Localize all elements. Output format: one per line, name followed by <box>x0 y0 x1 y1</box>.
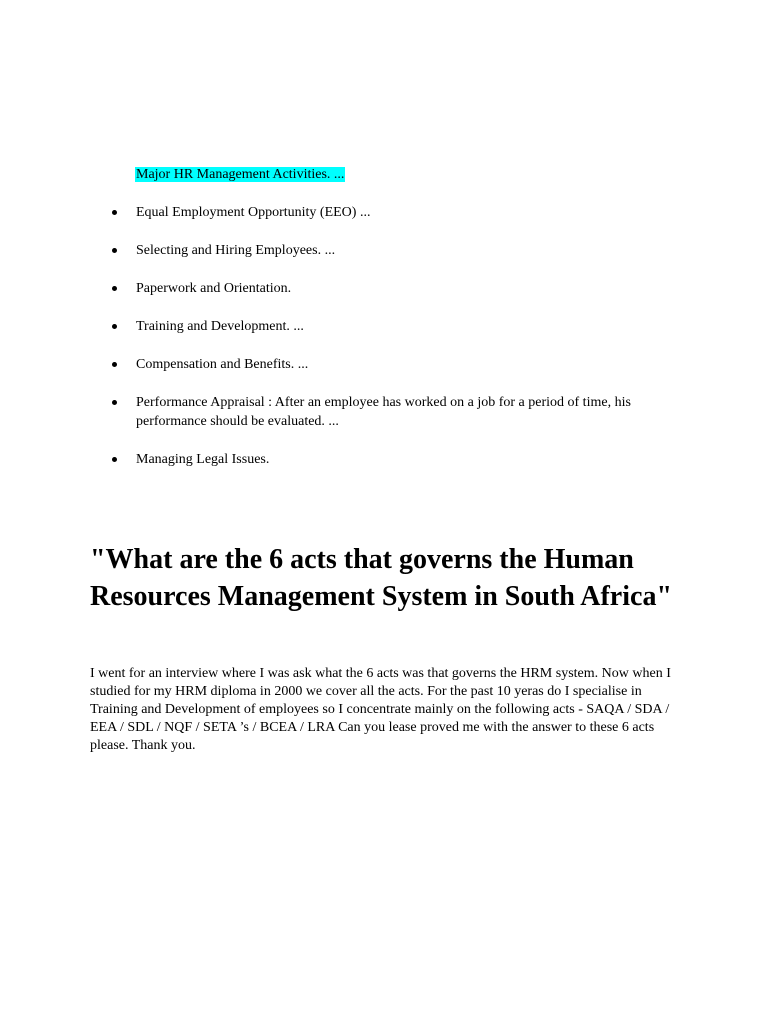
list-item-text: Managing Legal Issues. <box>136 452 270 467</box>
list-item-text: Performance Appraisal : After an employee has worked on a job for a period of time, his performance should be evaluated. ... <box>136 395 631 429</box>
highlighted-title: Major HR Management Activities. ... <box>136 167 345 182</box>
list-item <box>108 203 668 222</box>
bullet-icon <box>112 400 117 405</box>
list-item-text: Equal Employment Opportunity (EEO) ... <box>136 205 371 220</box>
question-heading: "What are the 6 acts that governs the Human Resources Management System in South Africa" <box>90 544 672 612</box>
list-item-text: Paperwork and Orientation. <box>136 281 292 296</box>
list-item <box>108 317 668 336</box>
bullet-icon <box>112 362 117 367</box>
list-item-text: Compensation and Benefits. ... <box>136 357 309 372</box>
list-item <box>108 241 668 260</box>
activities-list <box>108 203 668 488</box>
list-item <box>108 279 668 298</box>
question-body: I went for an interview where I was ask what the 6 acts was that governs the HRM system. Now when I studied for my HRM diploma in 2000 we cover all the acts. For the past 10 yeras do I specialise in Training and Development of employees so I concentrate mainly on the following acts - SAQA / SDA / EEA / SDL / NQF / SETA ’s / BCEA / LRA Can you lease proved me with the answer to these 6 acts please. Thank you. <box>90 666 671 753</box>
bullet-icon <box>112 248 117 253</box>
bullet-icon <box>112 286 117 291</box>
list-item-text: Training and Development. ... <box>136 319 304 334</box>
bullet-icon <box>112 210 117 215</box>
bullet-icon <box>112 324 117 329</box>
intro-line <box>135 166 345 184</box>
bullet-icon <box>112 457 117 462</box>
list-item <box>108 355 668 374</box>
list-item <box>108 450 668 469</box>
list-item-text: Selecting and Hiring Employees. ... <box>136 243 336 258</box>
list-item <box>108 393 668 431</box>
